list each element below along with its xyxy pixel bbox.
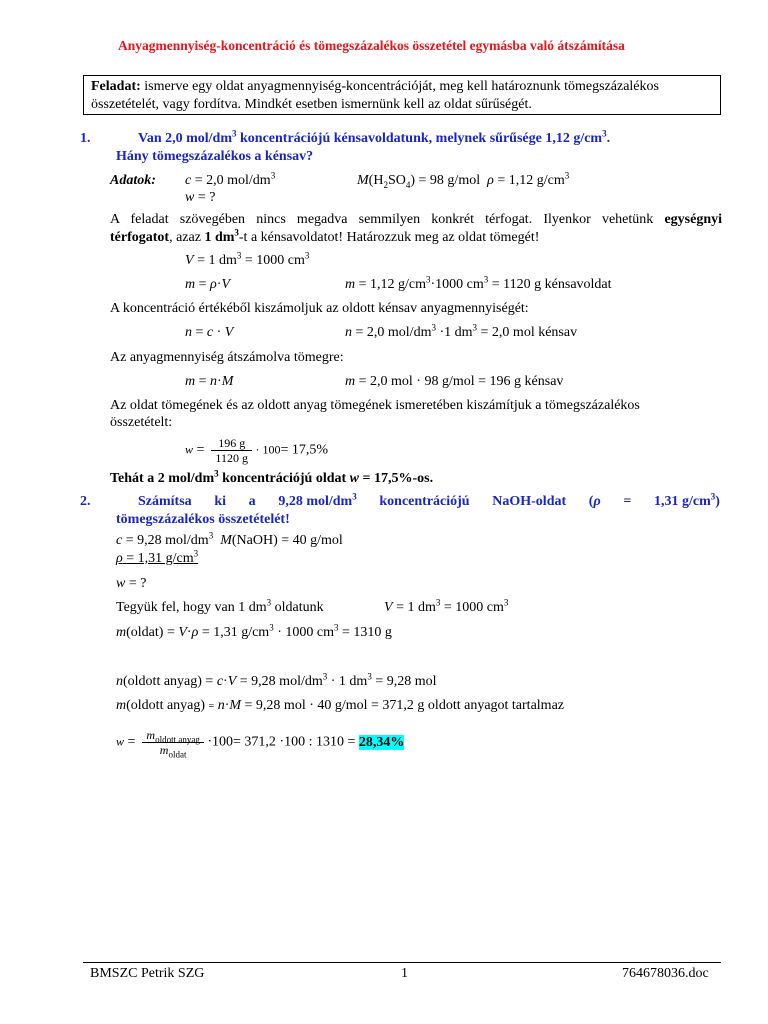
problem-1-data-label: Adatok: <box>110 173 156 188</box>
problem-2-assumption: Tegyük fel, hogy van 1 $dm^3$ oldatunk <box>116 597 324 615</box>
problem-2-volume: V = 1 $dm^3 = 1000$ $cm^3$ <box>384 597 509 615</box>
problem-1-text-3: A koncentráció értékéből kiszámoljuk az oldott kénsav anyagmennyiségét: <box>110 301 529 316</box>
problem-1-question: Van 2,0 mol/$dm^3$ koncentrációjú kénsavoldatunk, melynek sűrűsége 1,12 $g/cm^3$. <box>138 128 611 146</box>
page-title: Anyagmennyiség-koncentráció és tömegszázalékos összetétel egymásba való átszámítása <box>118 38 625 53</box>
fraction-numerator: $m_{oldott anyag}$ <box>142 728 203 743</box>
problem-2-data-c: c = 9,28 mol/$dm^3$ M(NaOH) = 40 g/mol <box>116 530 343 548</box>
result-highlight: 28,34% <box>358 734 405 750</box>
problem-1-w-unknown: w = ? <box>185 190 216 205</box>
task-box <box>83 75 721 115</box>
problem-1-volume: V = 1 $dm^3 = 1000$ $cm^3$ <box>185 250 310 268</box>
problem-1-conclusion: Tehát a 2 mol/$dm^3$ koncentrációjú oldat w = 17,5%-os. <box>110 468 434 486</box>
footer-left: BMSZC Petrik SZG <box>90 966 205 981</box>
problem-2-data-w: w = ? <box>116 576 147 591</box>
task-box-line-2: összetételét, vagy fordítva. Mindkét esetben ismernünk kell az oldat sűrűségét. <box>91 97 532 112</box>
problem-1-mass-formula: m = ρ·V <box>185 277 230 292</box>
fraction-denominator: $m_{oldat}$ <box>159 743 187 760</box>
problem-1-text-5: Az oldat tömegének és az oldott anyag tömegének ismeretében kiszámítjuk a tömegszázalékos <box>110 398 640 413</box>
problem-2-question: Számítsa ki a 9,28 mol/$dm^3$ koncentrációjú NaOH-oldat (ρ = 1,31 $g/cm^3$) <box>138 491 720 509</box>
problem-1-n-formula: n = c · V <box>185 325 234 340</box>
problem-2-m-solute: m(oldott anyag) = n·M = 9,28 mol · 40 g/mol = 371,2 g oldott anyagot tartalmaz <box>116 698 564 713</box>
problem-1-question-line-2: Hány tömegszázalékos a kénsav? <box>116 149 314 164</box>
fraction-numerator: 196 g <box>211 436 252 451</box>
footer-page-number: 1 <box>401 966 408 981</box>
problem-2-solution-mass: m(oldat) = V·ρ = 1,31 $g/cm^3 \cdot 1000$ $cm^3 = 1310$ g <box>116 622 392 640</box>
problem-1-m-calc: m = 2,0 mol · 98 g/mol = 196 g kénsav <box>345 374 564 389</box>
problem-1-concentration: c = 2,0 mol/$dm^3$ <box>185 170 276 188</box>
footer-rule <box>83 962 721 963</box>
footer-filename: 764678036.doc <box>622 966 709 981</box>
problem-2-n-solute: n(oldott anyag) = c·V = 9,28 mol/$dm^3 \cdot 1$ $dm^3 = 9,28$ mol <box>116 671 437 689</box>
fraction-denominator: 1120 g <box>215 451 248 465</box>
problem-2-question-line-2: tömegszázalékos összetételét! <box>116 512 290 527</box>
problem-1-molar-mass: $M(H_2SO_4) = 98$ g/mol ρ = 1,12 $g/cm^3$ <box>357 170 570 190</box>
problem-1-number: 1. <box>80 131 91 146</box>
problem-2-data-rho: ρ = 1,31 $g/cm^3$ <box>116 548 199 566</box>
problem-1-fraction-formula: w = $\frac{196 g}{1120 g}$ · 100= 17,5% <box>185 436 329 465</box>
problem-1-text-2: térfogatot, azaz 1 $dm^3-t$ a kénsavoldatot! Határozzuk meg az oldat tömegét! <box>110 227 540 245</box>
problem-2-fraction-formula: w = $\frac{m_{oldott anyag}}{m_{oldat}}$ ·100= 371,2 ·100 : 1310 = 28,34% <box>116 728 405 760</box>
task-box-line-1: Feladat: ismerve egy oldat anyagmennyiség-koncentrációját, meg kell határoznunk tömegszázalékos <box>91 79 659 94</box>
problem-2-number: 2. <box>80 494 91 509</box>
problem-1-n-calc: n = 2,0 mol/$dm^3 \cdot 1$ $dm^3 = 2,0$ mol kénsav <box>345 322 578 340</box>
problem-1-mass-calc: m = 1,12 $g/cm^3\cdot 1000$ $cm^3 = 1120$ g kénsavoldat <box>345 274 612 292</box>
problem-1-text-4: Az anyagmennyiség átszámolva tömegre: <box>110 350 344 365</box>
problem-1-text-6: összetételt: <box>110 415 173 430</box>
problem-1-m-formula: m = n·M <box>185 374 234 389</box>
problem-1-text-1: A feladat szövegében nincs megadva semmilyen konkrét térfogat. Ilyenkor vehetünk egységnyi <box>110 212 722 227</box>
